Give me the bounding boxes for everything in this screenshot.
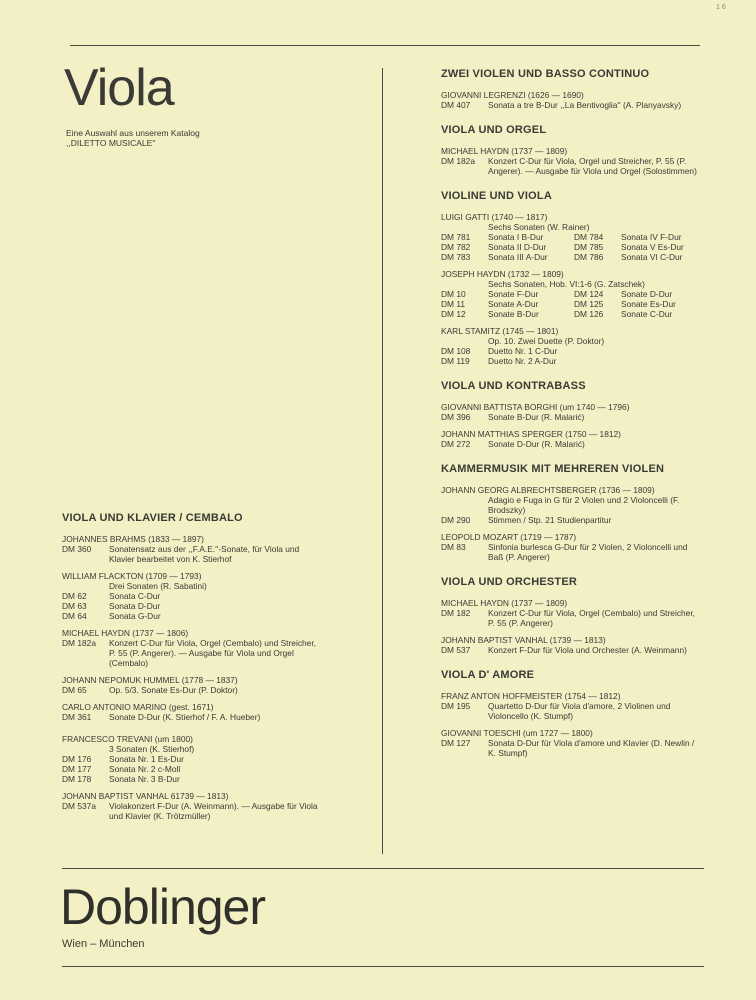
composer-name: FRANCESCO TREVANI (um 1800)	[62, 734, 193, 744]
section-heading: VIOLINE UND VIOLA	[441, 190, 552, 202]
column-divider	[382, 68, 383, 854]
section-heading: ZWEI VIOLEN UND BASSO CONTINUO	[441, 68, 650, 80]
composer-name: GIOVANNI BATTISTA BORGHI (um 1740 — 1796)	[441, 402, 630, 412]
catalog-item: DM 537 Konzert F-Dur für Viola und Orchester (A. Weinmann)	[441, 645, 687, 655]
composer-entry	[62, 734, 324, 784]
composer-name: JOHANN BAPTIST VANHAL (1739 — 1813)	[441, 635, 606, 645]
catalog-item: DM 182a Konzert C-Dur für Viola, Orgel und Streicher, P. 55 (P. Angerer). — Ausgabe für Viola und Orgel (Solostimmen)	[441, 156, 697, 176]
footer-top-rule	[62, 868, 704, 869]
catalog-item: DM 182 Konzert C-Dur für Viola, Orgel (Cembalo) und Streicher, P. 55 (P. Angerer)	[441, 608, 695, 628]
catalog-item: DM 63 Sonata D-Dur	[62, 601, 161, 611]
left-column	[62, 512, 324, 828]
catalog-grid: DM 781 Sonata I B-Dur DM 784 Sonata IV F-Dur DM 782 Sonata II D-Dur DM 785 Sonata V Es-Dur DM 783 Sonata III A-Dur DM 786 Sonata VI C-Dur	[441, 232, 684, 262]
section-heading: VIOLA UND KLAVIER / CEMBALO	[62, 512, 243, 524]
publisher-city: Wien – München	[62, 938, 145, 950]
catalog-item: DM 177 Sonata Nr. 2 c-Moll	[62, 764, 181, 774]
composer-name: JOHANN MATTHIAS SPERGER (1750 — 1812)	[441, 429, 621, 439]
composer-entry	[441, 402, 703, 422]
composer-entry	[441, 90, 703, 110]
catalog-item: DM 361 Sonate D-Dur (K. Stierhof / F. A. Hueber)	[62, 712, 261, 722]
catalog-item: DM 127 Sonata D-Dur für Viola d'amore und Klavier (D. Newlin / K. Stumpf)	[441, 738, 695, 758]
catalog-item: DM 62 Sonata C-Dur	[62, 591, 161, 601]
work-intro: 3 Sonaten (K. Stierhof)	[109, 744, 195, 754]
catalog-item: DM 195 Quartetto D-Dur für Viola d'amore, 2 Violinen und Violoncello (K. Stumpf)	[441, 701, 671, 721]
catalog-item: DM 176 Sonata Nr. 1 Es-Dur	[62, 754, 184, 764]
catalog-item: DM 108 Duetto Nr. 1 C-Dur	[441, 346, 558, 356]
section-viola-orchestra	[441, 576, 703, 655]
composer-entry	[441, 326, 703, 366]
publisher-logo: Doblinger	[60, 879, 266, 935]
section-heading: VIOLA UND ORGEL	[441, 124, 547, 136]
catalog-item: DM 407 Sonata a tre B-Dur ,,La Bentivoglia'' (A. Planyavsky)	[441, 100, 682, 110]
section-violin-viola	[441, 190, 703, 366]
composer-name: JOSEPH HAYDN (1732 — 1809)	[441, 269, 564, 279]
composer-entry	[441, 269, 703, 319]
work-intro: Sechs Sonaten (W. Rainer)	[488, 222, 590, 232]
composer-name: JOHANNES BRAHMS (1833 — 1897)	[62, 534, 204, 544]
composer-entry	[441, 485, 703, 525]
composer-entry	[441, 691, 703, 721]
catalog-item: DM 178 Sonata Nr. 3 B-Dur	[62, 774, 180, 784]
composer-name: MICHAEL HAYDN (1737 — 1809)	[441, 598, 568, 608]
composer-entry	[62, 702, 324, 722]
catalog-item: DM 272 Sonate D-Dur (R. Malarić)	[441, 439, 585, 449]
catalog-item: DM 537a Violakonzert F-Dur (A. Weinmann). — Ausgabe für Viola und Klavier (K. Trötzmüller)	[62, 801, 318, 821]
right-column	[441, 68, 703, 772]
catalog-item: DM 182a Konzert C-Dur für Viola, Orgel (Cembalo) und Streicher, P. 55 (P. Angerer). — Ausgabe für Viola und Orgel (Cembalo)	[62, 638, 316, 668]
section-heading: VIOLA UND KONTRABASS	[441, 380, 586, 392]
catalog-item: DM 65 Op. 5/3. Sonate Es-Dur (P. Doktor)	[62, 685, 238, 695]
composer-entry	[441, 598, 703, 628]
catalog-item: DM 64 Sonata G-Dur	[62, 611, 161, 621]
composer-name: GIOVANNI LEGRENZI (1626 — 1690)	[441, 90, 584, 100]
composer-entry	[62, 571, 324, 621]
section-chamber-music	[441, 463, 703, 562]
section-heading: VIOLA UND ORCHESTER	[441, 576, 578, 588]
composer-entry	[441, 146, 703, 176]
section-heading: VIOLA D' AMORE	[441, 669, 535, 681]
section-viola-damore	[441, 669, 703, 758]
composer-name: LUIGI GATTI (1740 — 1817)	[441, 212, 548, 222]
composer-name: MICHAEL HAYDN (1737 — 1806)	[62, 628, 189, 638]
composer-name: GIOVANNI TOESCHI (um 1727 — 1800)	[441, 728, 593, 738]
composer-name: MICHAEL HAYDN (1737 — 1809)	[441, 146, 568, 156]
composer-entry	[441, 429, 703, 449]
section-two-violas-continuo	[441, 68, 703, 110]
footer-bottom-rule	[62, 966, 704, 967]
section-heading: KAMMERMUSIK MIT MEHREREN VIOLEN	[441, 463, 665, 475]
composer-entry	[62, 791, 324, 821]
catalog-item: DM 119 Duetto Nr. 2 A-Dur	[441, 356, 557, 366]
page-title: Viola	[64, 59, 174, 117]
composer-name: JOHANN NEPOMUK HUMMEL (1778 — 1837)	[62, 675, 238, 685]
catalog-item: DM 290 Stimmen / Stp. 21 Studienpartitur	[441, 515, 612, 525]
composer-name: KARL STAMITZ (1745 — 1801)	[441, 326, 559, 336]
composer-name: LEOPOLD MOZART (1719 — 1787)	[441, 532, 577, 542]
composer-name: WILLIAM FLACKTON (1709 — 1793)	[62, 571, 202, 581]
catalog-grid: DM 10 Sonate F-Dur DM 124 Sonate D-Dur DM 11 Sonate A-Dur DM 125 Sonate Es-Dur DM 12 Sonate B-Dur DM 126 Sonate C-Dur	[441, 289, 676, 319]
catalog-subtitle: Eine Auswahl aus unserem Katalog ,,DILETTO MUSICALE''	[66, 128, 200, 148]
top-rule	[70, 45, 700, 46]
section-viola-contrabass	[441, 380, 703, 449]
catalog-item: DM 83 Sinfonia burlesca G-Dur für 2 Violen, 2 Violoncelli und Baß (P. Angerer)	[441, 542, 688, 562]
composer-entry	[441, 728, 703, 758]
section-viola-organ	[441, 124, 703, 176]
composer-entry	[441, 635, 703, 655]
work-intro: Drei Sonaten (R. Sabatini)	[109, 581, 207, 591]
page-number: 16	[716, 4, 728, 11]
catalog-item: DM 360 Sonatensatz aus der ,,F.A.E.''-Sonate, für Viola und Klavier bearbeitet von K. Stierhof	[62, 544, 300, 564]
catalog-item: DM 396 Sonate B-Dur (R. Malarić)	[441, 412, 585, 422]
composer-entry	[62, 534, 324, 564]
composer-entry	[441, 212, 703, 262]
composer-name: CARLO ANTONIO MARINO (gest. 1671)	[62, 702, 214, 712]
composer-entry	[62, 628, 324, 668]
composer-name: FRANZ ANTON HOFFMEISTER (1754 — 1812)	[441, 691, 621, 701]
work-intro: Adagio e Fuga in G für 2 Violen und 2 Violoncelli (F. Brodszky)	[488, 495, 680, 515]
composer-entry	[62, 675, 324, 695]
work-intro: Op. 10. Zwei Duette (P. Doktor)	[488, 336, 605, 346]
composer-name: JOHANN BAPTIST VANHAL 61739 — 1813)	[62, 791, 229, 801]
composer-entry	[441, 532, 703, 562]
work-intro: Sechs Sonaten, Hob. VI:1-6 (G. Zatschek)	[488, 279, 645, 289]
composer-name: JOHANN GEORG ALBRECHTSBERGER (1736 — 1809)	[441, 485, 655, 495]
